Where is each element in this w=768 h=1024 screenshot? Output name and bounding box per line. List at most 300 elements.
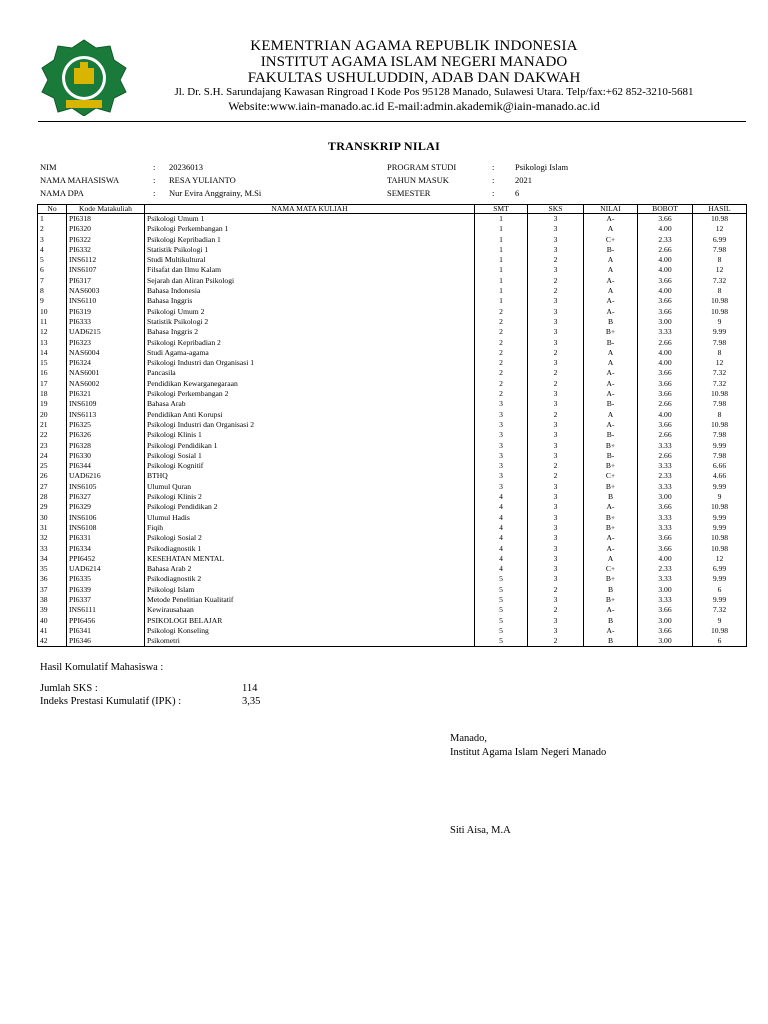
result-cell: 4.66 (693, 471, 747, 481)
course-name-cell: Psikologi Islam (145, 585, 475, 595)
semester-cell: 2 (475, 358, 528, 368)
semester-cell: 4 (475, 502, 528, 512)
entry-year-colon: : (492, 175, 495, 185)
table-row (38, 441, 747, 451)
course-name-cell: Statistik Psikologi 1 (145, 245, 475, 255)
grade-cell: A- (584, 502, 638, 512)
course-code-cell: INS6111 (67, 605, 145, 615)
course-code-cell: PI6317 (67, 276, 145, 286)
row-no-cell: 26 (38, 471, 67, 481)
weight-cell: 3.33 (638, 461, 693, 471)
weight-cell: 2.66 (638, 399, 693, 409)
dpa-label: NAMA DPA (40, 188, 84, 198)
credits-cell: 3 (528, 358, 584, 368)
grade-cell: A- (584, 307, 638, 317)
semester-cell: 4 (475, 564, 528, 574)
header-no: No (38, 205, 67, 214)
weight-cell: 3.33 (638, 513, 693, 523)
course-code-cell: INS6108 (67, 523, 145, 533)
table-row (38, 420, 747, 430)
grade-cell: B (584, 492, 638, 502)
weight-cell: 3.33 (638, 482, 693, 492)
table-row (38, 574, 747, 584)
row-no-cell: 11 (38, 317, 67, 327)
course-code-cell: PPI6452 (67, 554, 145, 564)
row-no-cell: 42 (38, 636, 67, 647)
weight-cell: 3.33 (638, 441, 693, 451)
result-cell: 10.98 (693, 544, 747, 554)
semester-cell: 5 (475, 574, 528, 584)
course-code-cell: PI6334 (67, 544, 145, 554)
row-no-cell: 34 (38, 554, 67, 564)
result-cell: 10.98 (693, 389, 747, 399)
weight-cell: 2.33 (638, 235, 693, 245)
semester-cell: 4 (475, 554, 528, 564)
grade-cell: A- (584, 379, 638, 389)
course-name-cell: Psikologi Pendidikan 2 (145, 502, 475, 512)
result-cell: 10.98 (693, 307, 747, 317)
semester-cell: 1 (475, 235, 528, 245)
weight-cell: 3.66 (638, 307, 693, 317)
credits-cell: 3 (528, 492, 584, 502)
credits-cell: 3 (528, 451, 584, 461)
grade-cell: A (584, 358, 638, 368)
document-title: TRANSKRIP NILAI (327, 139, 441, 153)
semester-cell: 4 (475, 544, 528, 554)
table-row (38, 554, 747, 564)
weight-cell: 4.00 (638, 224, 693, 234)
semester-cell: 2 (475, 348, 528, 358)
weight-cell: 3.66 (638, 296, 693, 306)
grade-cell: A- (584, 296, 638, 306)
weight-cell: 3.33 (638, 327, 693, 337)
course-name-cell: KESEHATAN MENTAL (145, 554, 475, 564)
course-code-cell: PI6335 (67, 574, 145, 584)
result-cell: 9.99 (693, 482, 747, 492)
weight-cell: 2.66 (638, 451, 693, 461)
table-row (38, 368, 747, 378)
weight-cell: 3.66 (638, 605, 693, 615)
ministry-name: KEMENTRIAN AGAMA REPUBLIK INDONESIA (250, 38, 578, 54)
semester-cell: 4 (475, 523, 528, 533)
weight-cell: 3.66 (638, 214, 693, 225)
row-no-cell: 27 (38, 482, 67, 492)
semester-cell: 3 (475, 430, 528, 440)
student-name-colon: : (153, 175, 156, 185)
row-no-cell: 14 (38, 348, 67, 358)
grade-cell: A- (584, 368, 638, 378)
grade-cell: A (584, 255, 638, 265)
course-code-cell: PI6331 (67, 533, 145, 543)
table-row (38, 214, 747, 225)
credits-cell: 2 (528, 605, 584, 615)
row-no-cell: 36 (38, 574, 67, 584)
grade-cell: A- (584, 544, 638, 554)
weight-cell: 3.66 (638, 368, 693, 378)
course-code-cell: NAS6004 (67, 348, 145, 358)
result-cell: 12 (693, 358, 747, 368)
course-code-cell: PI6329 (67, 502, 145, 512)
row-no-cell: 3 (38, 235, 67, 245)
course-code-cell: UAD6214 (67, 564, 145, 574)
row-no-cell: 29 (38, 502, 67, 512)
table-row (38, 358, 747, 368)
credits-cell: 3 (528, 307, 584, 317)
grade-cell: A- (584, 276, 638, 286)
dpa-value: Nur Evira Anggrainy, M.Si (169, 188, 262, 198)
weight-cell: 3.33 (638, 574, 693, 584)
grade-cell: A- (584, 420, 638, 430)
result-cell: 12 (693, 224, 747, 234)
grade-cell: B- (584, 338, 638, 348)
course-code-cell: NAS6001 (67, 368, 145, 378)
grade-cell: B+ (584, 595, 638, 605)
course-code-cell: UAD6215 (67, 327, 145, 337)
row-no-cell: 6 (38, 265, 67, 275)
course-name-cell: Psikologi Umum 1 (145, 214, 475, 225)
result-cell: 7.32 (693, 605, 747, 615)
result-cell: 9.99 (693, 513, 747, 523)
weight-cell: 3.00 (638, 636, 693, 647)
table-row (38, 605, 747, 615)
table-row (38, 348, 747, 358)
weight-cell: 3.66 (638, 379, 693, 389)
course-name-cell: Fiqih (145, 523, 475, 533)
row-no-cell: 38 (38, 595, 67, 605)
semester-cell: 2 (475, 389, 528, 399)
credits-cell: 3 (528, 245, 584, 255)
program-value: Psikologi Islam (515, 162, 569, 172)
course-code-cell: INS6110 (67, 296, 145, 306)
course-name-cell: Bahasa Indonesia (145, 286, 475, 296)
semester-cell: 3 (475, 451, 528, 461)
course-name-cell: BTHQ (145, 471, 475, 481)
weight-cell: 4.00 (638, 286, 693, 296)
program-label: PROGRAM STUDI (387, 162, 457, 172)
table-row (38, 410, 747, 420)
grade-cell: A- (584, 214, 638, 225)
course-name-cell: Sejarah dan Aliran Psikologi (145, 276, 475, 286)
semester-cell: 3 (475, 461, 528, 471)
table-row (38, 616, 747, 626)
course-name-cell: Psikologi Perkembangan 1 (145, 224, 475, 234)
weight-cell: 4.00 (638, 348, 693, 358)
course-name-cell: Ulumul Quran (145, 482, 475, 492)
signatory-name: Siti Aisa, M.A (450, 825, 511, 836)
row-no-cell: 9 (38, 296, 67, 306)
header-result: HASIL (693, 205, 747, 214)
table-row (38, 245, 747, 255)
weight-cell: 4.00 (638, 255, 693, 265)
course-name-cell: Pancasila (145, 368, 475, 378)
course-code-cell: NAS6002 (67, 379, 145, 389)
grade-cell: B+ (584, 441, 638, 451)
weight-cell: 2.66 (638, 245, 693, 255)
result-cell: 9.99 (693, 441, 747, 451)
semester-cell: 2 (475, 307, 528, 317)
semester-cell: 2 (475, 317, 528, 327)
course-name-cell: Psikometri (145, 636, 475, 647)
course-code-cell: PI6332 (67, 245, 145, 255)
course-code-cell: PI6318 (67, 214, 145, 225)
gpa-label: Indeks Prestasi Kumulatif (IPK) : (40, 696, 182, 707)
weight-cell: 4.00 (638, 265, 693, 275)
weight-cell: 2.33 (638, 564, 693, 574)
course-name-cell: Psikologi Sosial 1 (145, 451, 475, 461)
grade-cell: A- (584, 533, 638, 543)
result-cell: 9 (693, 492, 747, 502)
grade-cell: A- (584, 626, 638, 636)
course-name-cell: Metode Penelitian Kualitatif (145, 595, 475, 605)
course-code-cell: INS6105 (67, 482, 145, 492)
table-row (38, 307, 747, 317)
semester-cell: 4 (475, 513, 528, 523)
entry-year-value: 2021 (515, 175, 532, 185)
program-colon: : (492, 162, 495, 172)
table-row (38, 296, 747, 306)
result-cell: 6.99 (693, 564, 747, 574)
weight-cell: 3.66 (638, 276, 693, 286)
course-code-cell: PI6325 (67, 420, 145, 430)
row-no-cell: 1 (38, 214, 67, 225)
row-no-cell: 2 (38, 224, 67, 234)
course-name-cell: Psikologi Sosial 2 (145, 533, 475, 543)
credits-cell: 3 (528, 265, 584, 275)
nim-label: NIM (40, 162, 57, 172)
semester-cell: 3 (475, 410, 528, 420)
table-row (38, 533, 747, 543)
course-code-cell: INS6106 (67, 513, 145, 523)
table-row (38, 224, 747, 234)
header-course-code: Kode Matakuliah (67, 205, 145, 214)
semester-cell: 4 (475, 533, 528, 543)
credits-cell: 2 (528, 410, 584, 420)
table-row (38, 544, 747, 554)
semester-cell: 5 (475, 595, 528, 605)
course-code-cell: PI6327 (67, 492, 145, 502)
weight-cell: 3.00 (638, 585, 693, 595)
table-row (38, 636, 747, 647)
result-cell: 8 (693, 410, 747, 420)
grade-cell: B- (584, 451, 638, 461)
grade-cell: B (584, 616, 638, 626)
course-name-cell: Bahasa Inggris (145, 296, 475, 306)
table-row (38, 461, 747, 471)
row-no-cell: 41 (38, 626, 67, 636)
signature-place: Manado, (450, 733, 488, 744)
course-code-cell: PI6322 (67, 235, 145, 245)
semester-cell: 3 (475, 420, 528, 430)
result-cell: 9.99 (693, 327, 747, 337)
row-no-cell: 21 (38, 420, 67, 430)
course-code-cell: PI6330 (67, 451, 145, 461)
credits-cell: 3 (528, 523, 584, 533)
table-row (38, 255, 747, 265)
row-no-cell: 15 (38, 358, 67, 368)
result-cell: 10.98 (693, 502, 747, 512)
weight-cell: 4.00 (638, 358, 693, 368)
row-no-cell: 37 (38, 585, 67, 595)
grade-cell: A (584, 286, 638, 296)
result-cell: 10.98 (693, 214, 747, 225)
row-no-cell: 24 (38, 451, 67, 461)
semester-cell: 3 (475, 399, 528, 409)
credits-cell: 3 (528, 317, 584, 327)
semester-cell: 2 (475, 338, 528, 348)
nim-colon: : (153, 162, 156, 172)
semester-cell: 5 (475, 636, 528, 647)
student-name-value: RESA YULIANTO (169, 175, 236, 185)
semester-cell: 1 (475, 224, 528, 234)
semester-cell: 1 (475, 255, 528, 265)
credits-cell: 3 (528, 338, 584, 348)
student-name-label: NAMA MAHASISWA (40, 175, 120, 185)
grade-cell: B+ (584, 461, 638, 471)
course-code-cell: PI6337 (67, 595, 145, 605)
course-name-cell: Psikologi Pendidikan 1 (145, 441, 475, 451)
table-row (38, 492, 747, 502)
credits-cell: 3 (528, 533, 584, 543)
nim-value: 20236013 (169, 162, 203, 172)
row-no-cell: 20 (38, 410, 67, 420)
course-code-cell: PI6341 (67, 626, 145, 636)
grade-cell: A- (584, 605, 638, 615)
total-credits-value: 114 (242, 683, 258, 694)
grade-cell: B (584, 317, 638, 327)
credits-cell: 3 (528, 296, 584, 306)
result-cell: 10.98 (693, 533, 747, 543)
course-name-cell: Psikologi Umum 2 (145, 307, 475, 317)
table-row (38, 482, 747, 492)
course-code-cell: PI6324 (67, 358, 145, 368)
credits-cell: 3 (528, 513, 584, 523)
table-row (38, 595, 747, 605)
row-no-cell: 7 (38, 276, 67, 286)
grade-cell: B- (584, 245, 638, 255)
credits-cell: 3 (528, 502, 584, 512)
credits-cell: 2 (528, 255, 584, 265)
row-no-cell: 16 (38, 368, 67, 378)
grade-cell: A (584, 554, 638, 564)
weight-cell: 2.66 (638, 338, 693, 348)
table-row (38, 265, 747, 275)
total-credits-label: Jumlah SKS : (40, 683, 98, 694)
result-cell: 7.98 (693, 245, 747, 255)
gpa-value: 3,35 (242, 696, 261, 707)
result-cell: 9 (693, 616, 747, 626)
grade-cell: A (584, 224, 638, 234)
weight-cell: 2.66 (638, 430, 693, 440)
course-code-cell: PI6321 (67, 389, 145, 399)
course-code-cell: UAD6216 (67, 471, 145, 481)
credits-cell: 3 (528, 399, 584, 409)
credits-cell: 3 (528, 626, 584, 636)
grade-cell: C+ (584, 235, 638, 245)
semester-value: 6 (515, 188, 520, 198)
grade-cell: A (584, 410, 638, 420)
result-cell: 10.98 (693, 626, 747, 636)
table-row (38, 389, 747, 399)
credits-cell: 3 (528, 564, 584, 574)
table-row (38, 451, 747, 461)
row-no-cell: 22 (38, 430, 67, 440)
credits-cell: 3 (528, 544, 584, 554)
course-name-cell: Bahasa Inggris 2 (145, 327, 475, 337)
grade-cell: C+ (584, 471, 638, 481)
grade-cell: B+ (584, 523, 638, 533)
course-name-cell: Filsafat dan Ilmu Kalam (145, 265, 475, 275)
course-name-cell: Statistik Psikologi 2 (145, 317, 475, 327)
result-cell: 9.99 (693, 595, 747, 605)
course-name-cell: Bahasa Arab (145, 399, 475, 409)
semester-cell: 1 (475, 265, 528, 275)
credits-cell: 2 (528, 276, 584, 286)
credits-cell: 2 (528, 461, 584, 471)
row-no-cell: 19 (38, 399, 67, 409)
credits-cell: 3 (528, 595, 584, 605)
course-code-cell: PI6339 (67, 585, 145, 595)
semester-cell: 5 (475, 616, 528, 626)
row-no-cell: 30 (38, 513, 67, 523)
weight-cell: 3.33 (638, 523, 693, 533)
course-code-cell: INS6113 (67, 410, 145, 420)
semester-cell: 5 (475, 605, 528, 615)
semester-colon: : (492, 188, 495, 198)
course-name-cell: Psikologi Perkembangan 2 (145, 389, 475, 399)
header-grade: NILAI (584, 205, 638, 214)
result-cell: 6 (693, 585, 747, 595)
weight-cell: 2.33 (638, 471, 693, 481)
course-name-cell: PSIKOLOGI BELAJAR (145, 616, 475, 626)
row-no-cell: 39 (38, 605, 67, 615)
table-row (38, 379, 747, 389)
row-no-cell: 28 (38, 492, 67, 502)
header-credits: SKS (528, 205, 584, 214)
result-cell: 7.32 (693, 276, 747, 286)
course-name-cell: Psikodiagnostik 1 (145, 544, 475, 554)
course-name-cell: Psikologi Kepribadian 2 (145, 338, 475, 348)
signature-institution: Institut Agama Islam Negeri Manado (450, 747, 607, 758)
course-code-cell: PI6320 (67, 224, 145, 234)
credits-cell: 3 (528, 574, 584, 584)
course-code-cell: PI6346 (67, 636, 145, 647)
credits-cell: 3 (528, 441, 584, 451)
course-code-cell: PI6328 (67, 441, 145, 451)
summary-heading: Hasil Komulatif Mahasiswa : (40, 662, 164, 673)
entry-year-label: TAHUN MASUK (387, 175, 449, 185)
credits-cell: 3 (528, 554, 584, 564)
header-semester: SMT (475, 205, 528, 214)
semester-cell: 1 (475, 286, 528, 296)
course-code-cell: INS6112 (67, 255, 145, 265)
credits-cell: 3 (528, 214, 584, 225)
row-no-cell: 5 (38, 255, 67, 265)
credits-cell: 3 (528, 482, 584, 492)
credits-cell: 2 (528, 348, 584, 358)
credits-cell: 3 (528, 420, 584, 430)
result-cell: 12 (693, 554, 747, 564)
grade-cell: C+ (584, 564, 638, 574)
result-cell: 12 (693, 265, 747, 275)
weight-cell: 3.33 (638, 595, 693, 605)
result-cell: 7.98 (693, 451, 747, 461)
semester-cell: 1 (475, 214, 528, 225)
grade-cell: B+ (584, 513, 638, 523)
row-no-cell: 13 (38, 338, 67, 348)
header-divider (38, 121, 746, 122)
semester-cell: 3 (475, 482, 528, 492)
weight-cell: 3.66 (638, 626, 693, 636)
